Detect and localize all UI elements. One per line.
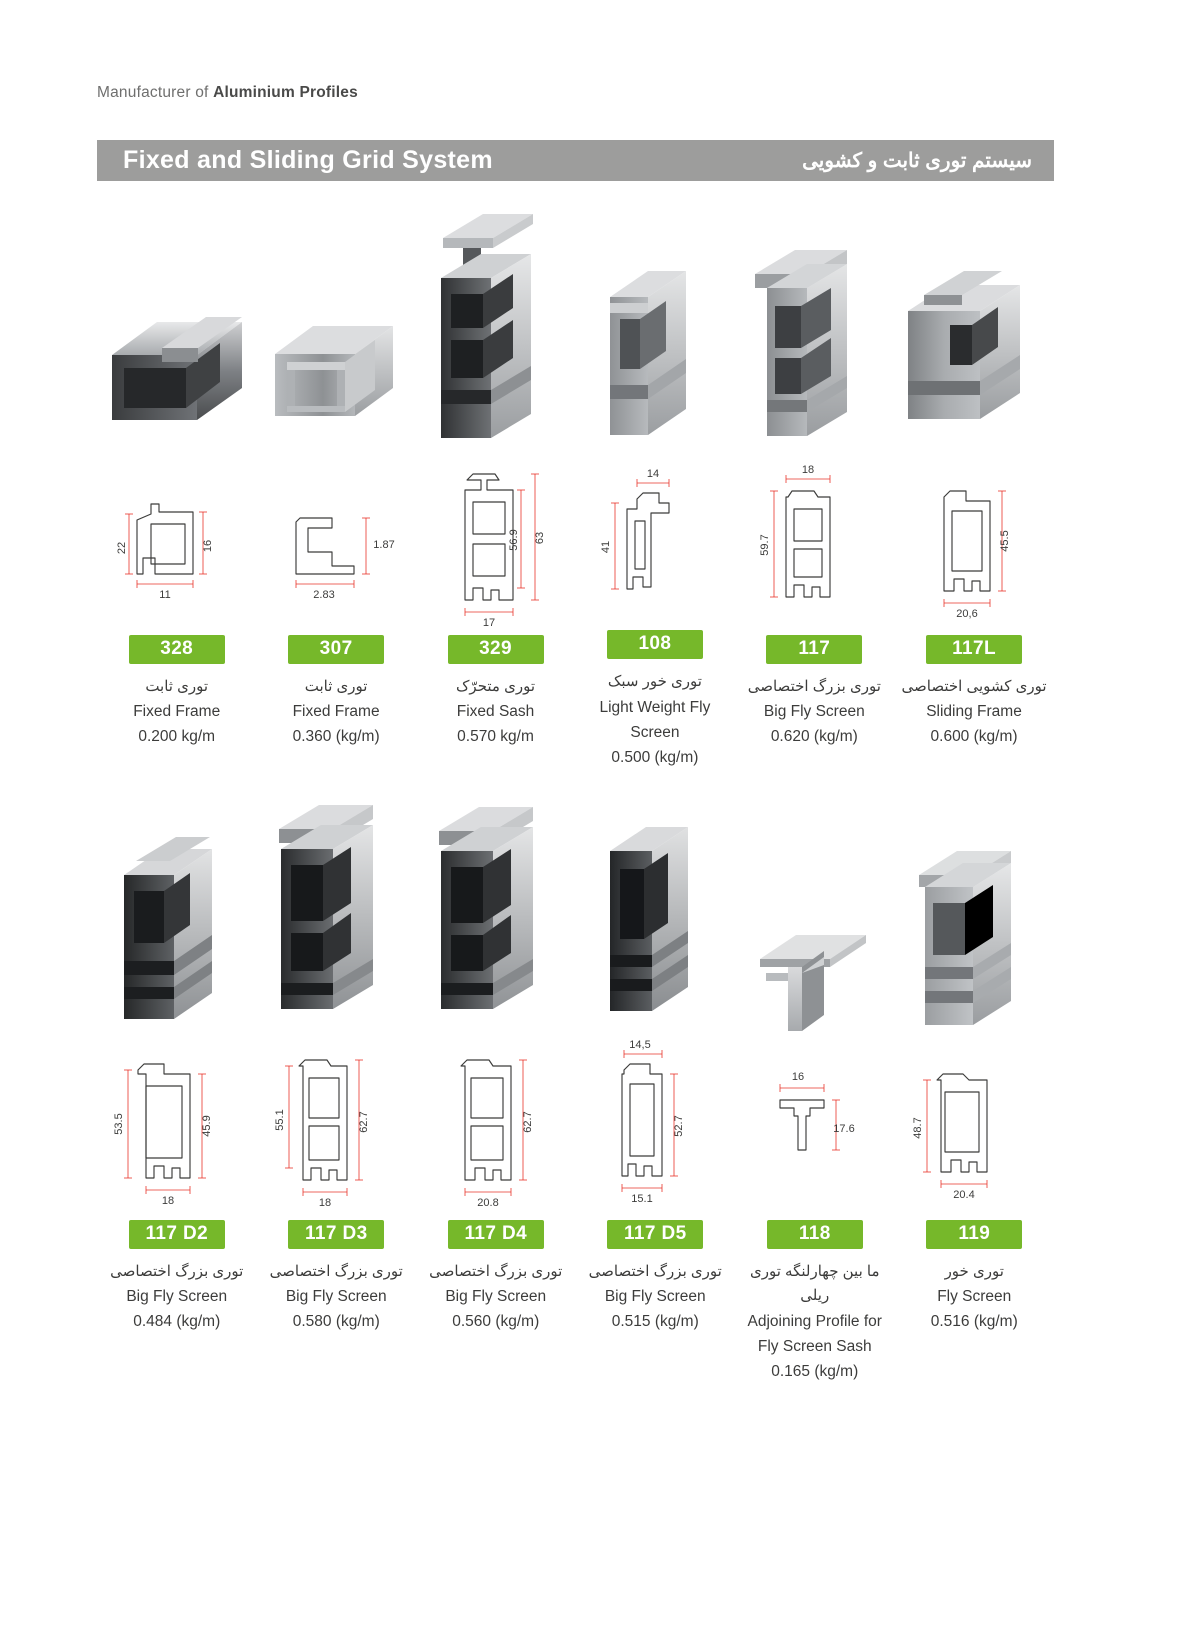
product-name-fa: توری بزرگ اختصاصی: [588, 1263, 722, 1280]
product-weight: 0.200 kg/m: [138, 728, 216, 746]
kicker-bold: Aluminium Profiles: [213, 84, 358, 101]
section-title-en: Fixed and Sliding Grid System: [123, 146, 493, 174]
product-name-en: Light Weight Fly Screen: [599, 698, 711, 741]
dim-label: 15.1: [631, 1193, 653, 1205]
product-card-307: [256, 190, 415, 770]
product-code-badge: 117: [766, 635, 862, 664]
product-card-117L: [894, 190, 1054, 770]
dim-label: 16: [201, 539, 214, 552]
product-card-329: [416, 190, 575, 770]
product-weight: 0.620 (kg/m): [770, 728, 858, 746]
section-title-fa: سیستم توری ثابت و کشویی: [802, 150, 1032, 172]
dim-label: 55.1: [274, 1109, 287, 1131]
product-name-en: Big Fly Screen: [445, 1288, 547, 1306]
product-name-fa: توری کشویی اختصاصی: [901, 678, 1047, 695]
product-weight: 0.360 (kg/m): [292, 728, 380, 746]
product-dimensions-329: [416, 460, 575, 635]
product-name-fa: توری بزرگ اختصاصی: [429, 1263, 563, 1280]
dim-label: 18: [161, 1195, 174, 1207]
product-code-badge: 117 D4: [448, 1220, 544, 1249]
product-dimensions-328: [97, 460, 256, 635]
product-name-en: Big Fly Screen: [285, 1288, 387, 1306]
page-kicker: [97, 84, 358, 102]
product-name-fa: توری بزرگ اختصاصی: [110, 1263, 244, 1280]
product-card-119: [895, 775, 1055, 1465]
product-card-117-D3: [257, 775, 417, 1465]
product-name-fa: توری ثابت: [145, 678, 209, 695]
product-card-117-D2: [97, 775, 257, 1465]
dim-label: 59.7: [759, 534, 772, 556]
product-code-badge: 329: [448, 635, 544, 664]
product-dimensions-119: [895, 1045, 1055, 1220]
product-dimensions-108: [575, 457, 734, 630]
dim-label: 18: [319, 1197, 332, 1209]
product-card-117-D5: [576, 775, 736, 1465]
dim-label: 56.9: [507, 529, 520, 551]
product-weight: 0.560 (kg/m): [452, 1313, 540, 1331]
product-weight: 0.570 kg/m: [457, 728, 534, 746]
product-render-117-D2: [97, 775, 257, 1045]
product-name-en: Big Fly Screen: [126, 1288, 228, 1306]
product-row-2: [97, 775, 1054, 1465]
product-name-fa: ما بین چهارلنگه توری ریلی: [749, 1263, 880, 1305]
dim-label: 11: [158, 588, 171, 601]
dim-label: 62.7: [521, 1111, 534, 1133]
product-code-badge: 117 D5: [607, 1220, 703, 1249]
product-render-108: [575, 190, 734, 457]
product-weight: 0.165 (kg/m): [771, 1362, 859, 1380]
product-weight: 0.580 (kg/m): [292, 1313, 380, 1331]
product-card-108: [575, 190, 734, 770]
product-row-1: [97, 190, 1054, 770]
product-render-117: [735, 190, 894, 460]
dim-label: 16: [791, 1071, 804, 1083]
product-weight: 0.515 (kg/m): [611, 1313, 699, 1331]
product-name-en: Big Fly Screen: [604, 1288, 706, 1306]
product-dimensions-117-D4: [416, 1045, 576, 1220]
product-name-fa: توری خور: [944, 1263, 1004, 1280]
product-render-117L: [894, 190, 1054, 460]
product-render-307: [256, 190, 415, 460]
product-code-badge: 117L: [926, 635, 1022, 664]
product-name-en: Big Fly Screen: [763, 703, 865, 721]
product-weight: 0.600 (kg/m): [930, 728, 1018, 746]
dim-label: 20.4: [953, 1189, 975, 1201]
product-code-badge: 119: [926, 1220, 1022, 1249]
product-render-119: [895, 775, 1055, 1045]
product-render-329: [416, 190, 575, 460]
product-code-badge: 328: [129, 635, 225, 664]
dim-label: 45.9: [200, 1115, 213, 1137]
product-code-badge: 108: [607, 630, 703, 659]
dim-label: 45.5: [999, 530, 1012, 552]
product-render-117-D4: [416, 775, 576, 1045]
dim-label: 63: [533, 531, 546, 545]
product-name-en-line2: Fly Screen Sash: [757, 1337, 872, 1355]
product-name-en: Fixed Frame: [133, 703, 221, 721]
dim-label: 22: [115, 541, 128, 554]
product-code-badge: 117 D2: [129, 1220, 225, 1249]
dim-label: 41: [599, 540, 612, 553]
product-render-117-D5: [576, 775, 736, 1045]
dim-label: 2.83: [313, 588, 335, 601]
dim-label: 20.8: [477, 1197, 499, 1209]
dim-label: 14: [646, 467, 660, 480]
product-name-fa: توری خور سبک: [607, 673, 702, 691]
dim-label: 20,6: [956, 608, 978, 620]
product-name-en: Sliding Frame: [926, 703, 1022, 721]
product-dimensions-117-D5: [576, 1039, 736, 1220]
product-name-fa: توری بزرگ اختصاصی: [269, 1263, 403, 1280]
product-code-badge: 117 D3: [288, 1220, 384, 1249]
product-name-en: Fixed Sash: [456, 703, 535, 721]
product-dimensions-117: [735, 460, 894, 635]
dim-label: 1.87: [373, 538, 395, 551]
dim-label: 53.5: [112, 1113, 125, 1135]
dim-label: 18: [802, 464, 815, 476]
product-weight: 0.516 (kg/m): [930, 1313, 1018, 1331]
product-weight: 0.484 (kg/m): [133, 1313, 221, 1331]
product-dimensions-117-D2: [97, 1045, 257, 1220]
dim-label: 52.7: [673, 1115, 686, 1137]
section-title-bar: [97, 140, 1054, 181]
product-name-en: Fixed Frame: [292, 703, 380, 721]
product-name-fa: توری ثابت: [304, 678, 368, 695]
product-render-118: [735, 775, 895, 1045]
product-card-328: [97, 190, 256, 770]
product-code-badge: 118: [767, 1220, 863, 1249]
product-card-118: [735, 775, 895, 1465]
product-name-fa: توری متحرّک: [456, 678, 536, 695]
kicker-prefix: Manufacturer of: [97, 84, 214, 101]
product-card-117: [735, 190, 894, 770]
product-name-fa: توری بزرگ اختصاصی: [747, 678, 881, 695]
dim-label: 48.7: [912, 1117, 925, 1139]
dim-label: 17: [482, 617, 495, 629]
dim-label: 17.6: [833, 1123, 855, 1135]
dim-label: 14,5: [629, 1039, 651, 1051]
product-code-badge: 307: [288, 635, 384, 664]
product-weight: 0.500 (kg/m): [611, 748, 699, 766]
product-name-en: Fly Screen: [937, 1288, 1012, 1306]
product-render-328: [97, 190, 256, 460]
product-dimensions-307: [256, 460, 415, 635]
product-name-en: Adjoining Profile for: [747, 1312, 882, 1330]
product-dimensions-117-D3: [257, 1045, 417, 1220]
product-dimensions-117L: [894, 460, 1054, 635]
product-render-117-D3: [257, 775, 417, 1045]
dim-label: 62.7: [358, 1111, 371, 1133]
product-card-117-D4: [416, 775, 576, 1465]
product-dimensions-118: [735, 1045, 895, 1220]
